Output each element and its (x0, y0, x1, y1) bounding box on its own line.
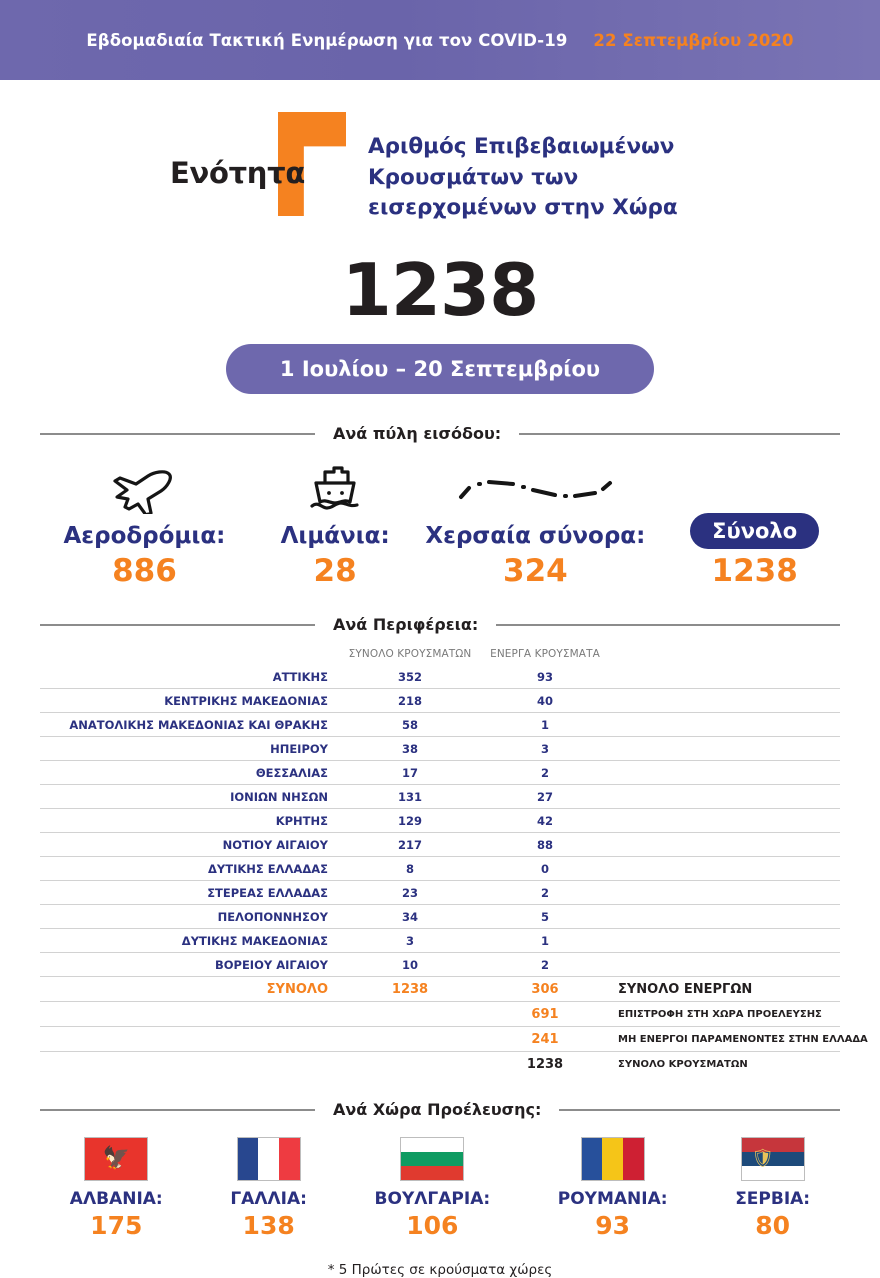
row-note (610, 881, 840, 905)
total-badge: Σύνολο (690, 513, 819, 549)
row-region-name: ΔΥΤΙΚΗΣ ΜΑΚΕΔΟΝΙΑΣ (40, 929, 340, 953)
country-france-label: ΓΑΛΛΙΑ: (230, 1189, 307, 1209)
page-title-line2: Κρουσμάτων των (368, 164, 579, 190)
row-total: 217 (340, 833, 480, 857)
total-row-active: 306 (480, 977, 610, 1002)
summary-spacer (340, 1052, 480, 1077)
row-region-name: ΠΕΛΟΠΟΝΝΗΣΟΥ (40, 905, 340, 929)
border-icon (411, 465, 659, 517)
row-total: 3 (340, 929, 480, 953)
albania-eagle-emblem: 🦅 (102, 1146, 130, 1171)
gate-total (659, 461, 850, 589)
row-note (610, 905, 840, 929)
divider-rule-left-2 (40, 624, 315, 626)
summary-value: 241 (480, 1027, 610, 1052)
table-row (40, 905, 840, 929)
table-row (40, 929, 840, 953)
table-row (40, 761, 840, 785)
divider-rule-right-3 (559, 1109, 840, 1111)
row-active: 1 (480, 713, 610, 737)
row-region-name: ΚΡΗΤΗΣ (40, 809, 340, 833)
region-table-wrap (40, 644, 868, 1076)
country-romania (558, 1137, 668, 1240)
row-active: 2 (480, 761, 610, 785)
flag-albania-icon (84, 1137, 148, 1181)
summary-row (40, 1027, 840, 1052)
serbia-coat-of-arms-emblem: 🛡 (751, 1148, 775, 1169)
divider-rule-left-3 (40, 1109, 315, 1111)
row-region-name: ΑΤΤΙΚΗΣ (40, 665, 340, 689)
region-section-label: Ανά Περιφέρεια: (333, 615, 479, 634)
summary-label: ΕΠΙΣΤΡΟΦΗ ΣΤΗ ΧΩΡΑ ΠΡΟΕΛΕΥΣΗΣ (610, 1002, 840, 1027)
country-bulgaria-label: ΒΟΥΛΓΑΡΙΑ: (374, 1189, 491, 1209)
gate-land-borders-label: Χερσαία σύνορα: (425, 523, 646, 549)
row-active: 3 (480, 737, 610, 761)
country-albania (70, 1137, 163, 1240)
row-active: 5 (480, 905, 610, 929)
table-row (40, 833, 840, 857)
row-total: 131 (340, 785, 480, 809)
row-total: 34 (340, 905, 480, 929)
gate-land-borders-value: 324 (503, 553, 568, 589)
row-note (610, 713, 840, 737)
col-header-total: ΣΥΝΟΛΟ ΚΡΟΥΣΜΑΤΩΝ (348, 648, 472, 660)
total-row-note: ΣΥΝΟΛΟ ΕΝΕΡΓΩΝ (610, 977, 840, 1002)
table-row (40, 737, 840, 761)
region-table-header-row (40, 644, 840, 665)
date-range-badge: 1 Ιουλίου – 20 Σεπτεμβρίου (226, 344, 654, 394)
row-region-name: ΗΠΕΙΡΟΥ (40, 737, 340, 761)
country-serbia (735, 1137, 810, 1240)
page-title-line3: εισερχομένων στην Χώρα (368, 195, 678, 221)
row-region-name: ΝΟΤΙΟΥ ΑΙΓΑΙΟΥ (40, 833, 340, 857)
summary-value: 1238 (526, 1056, 564, 1072)
table-total-row (40, 977, 840, 1002)
row-active: 40 (480, 689, 610, 713)
entry-gates-row (0, 461, 880, 589)
date-range-row (0, 344, 880, 394)
row-note (610, 953, 840, 977)
summary-value: 691 (480, 1002, 610, 1027)
gates-section-label: Ανά πύλη εισόδου: (333, 424, 502, 443)
divider-rule-right-2 (496, 624, 840, 626)
row-note (610, 665, 840, 689)
table-row (40, 953, 840, 977)
flag-serbia-icon (741, 1137, 805, 1181)
summary-spacer (40, 1002, 340, 1027)
row-region-name: ΚΕΝΤΡΙΚΗΣ ΜΑΚΕΔΟΝΙΑΣ (40, 689, 340, 713)
gate-airports-value: 886 (112, 553, 177, 589)
col-header-active: ΕΝΕΡΓΑ ΚΡΟΥΣΜΑΤΑ (490, 648, 600, 660)
row-note (610, 809, 840, 833)
gate-total-value: 1238 (711, 553, 798, 589)
row-total: 129 (340, 809, 480, 833)
row-active: 2 (480, 881, 610, 905)
header-date: 22 Σεπτεμβρίου 2020 (593, 30, 794, 50)
countries-section-label: Ανά Χώρα Προέλευσης: (333, 1100, 542, 1119)
country-romania-value: 93 (595, 1211, 631, 1240)
table-row (40, 809, 840, 833)
divider-rule-left (40, 433, 315, 435)
col-header-note (610, 644, 840, 665)
country-albania-label: ΑΛΒΑΝΙΑ: (69, 1189, 163, 1209)
row-total: 10 (340, 953, 480, 977)
countries-footnote: * 5 Πρώτες σε κρούσματα χώρες (327, 1262, 553, 1278)
row-total: 352 (340, 665, 480, 689)
table-row (40, 713, 840, 737)
row-region-name: ΙΟΝΙΩΝ ΝΗΣΩΝ (40, 785, 340, 809)
region-table (40, 644, 868, 1076)
countries-row (0, 1137, 880, 1240)
country-france-value: 138 (242, 1211, 295, 1240)
gate-airports-label: Αεροδρόμια: (63, 523, 226, 549)
total-row-label: ΣΥΝΟΛΟ (40, 977, 340, 1002)
row-total: 58 (340, 713, 480, 737)
row-active: 2 (480, 953, 610, 977)
country-serbia-label: ΣΕΡΒΙΑ: (735, 1189, 811, 1209)
countries-section-divider (40, 1100, 840, 1119)
flag-france-icon (237, 1137, 301, 1181)
row-region-name: ΒΟΡΕΙΟΥ ΑΙΓΑΙΟΥ (40, 953, 340, 977)
row-active: 93 (480, 665, 610, 689)
summary-spacer (40, 1027, 340, 1052)
row-active: 42 (480, 809, 610, 833)
country-serbia-value: 80 (755, 1211, 791, 1240)
title-block (0, 102, 880, 252)
total-cases-number: 1238 (341, 248, 539, 332)
summary-label: ΣΥΝΟΛΟ ΚΡΟΥΣΜΑΤΩΝ (618, 1058, 748, 1070)
row-active: 88 (480, 833, 610, 857)
row-active: 27 (480, 785, 610, 809)
row-note (610, 689, 840, 713)
section-logo (170, 112, 360, 232)
row-total: 218 (340, 689, 480, 713)
row-total: 17 (340, 761, 480, 785)
region-section-divider (40, 615, 840, 634)
row-note (610, 785, 840, 809)
row-region-name: ΣΤΕΡΕΑΣ ΕΛΛΑΔΑΣ (40, 881, 340, 905)
divider-rule-right (519, 433, 840, 435)
row-active: 1 (480, 929, 610, 953)
row-note (610, 833, 840, 857)
row-region-name: ΘΕΣΣΑΛΙΑΣ (40, 761, 340, 785)
row-note (610, 929, 840, 953)
airplane-icon (30, 465, 259, 517)
table-row (40, 881, 840, 905)
total-badge-spacer (659, 461, 850, 513)
summary-spacer (340, 1027, 480, 1052)
gates-section-divider (40, 424, 840, 443)
region-table-body (40, 665, 868, 1076)
row-total: 8 (340, 857, 480, 881)
country-france (230, 1137, 307, 1240)
table-row (40, 689, 840, 713)
table-row (40, 857, 840, 881)
summary-spacer (40, 1052, 340, 1077)
country-bulgaria (375, 1137, 491, 1240)
total-row-total: 1238 (340, 977, 480, 1002)
page-header (0, 0, 880, 80)
summary-label: ΜΗ ΕΝΕΡΓΟΙ ΠΑΡΑΜΕΝΟΝΤΕΣ ΣΤΗΝ ΕΛΛΑΔΑ (610, 1027, 840, 1052)
summary-row (40, 1002, 840, 1027)
ship-icon (259, 465, 412, 517)
col-header-region (40, 644, 340, 665)
row-total: 38 (340, 737, 480, 761)
row-active: 0 (480, 857, 610, 881)
flag-romania-icon (581, 1137, 645, 1181)
country-romania-label: ΡΟΥΜΑΝΙΑ: (557, 1189, 668, 1209)
row-region-name: ΑΝΑΤΟΛΙΚΗΣ ΜΑΚΕΔΟΝΙΑΣ ΚΑΙ ΘΡΑΚΗΣ (40, 713, 340, 737)
row-region-name: ΔΥΤΙΚΗΣ ΕΛΛΑΔΑΣ (40, 857, 340, 881)
table-row (40, 665, 840, 689)
gate-land-borders (411, 465, 659, 589)
row-note (610, 737, 840, 761)
gate-ports (259, 465, 412, 589)
country-albania-value: 175 (90, 1211, 143, 1240)
gate-ports-label: Λιμάνια: (280, 523, 390, 549)
gate-airports (30, 465, 259, 589)
page-title-line1: Αριθμός Επιβεβαιωμένων (368, 134, 675, 159)
summary-row (40, 1052, 840, 1077)
row-note (610, 761, 840, 785)
gate-ports-value: 28 (313, 553, 357, 589)
enotita-label: Ενότητα (170, 156, 305, 190)
country-bulgaria-value: 106 (406, 1211, 459, 1240)
table-row (40, 785, 840, 809)
row-note (610, 857, 840, 881)
page-title (368, 132, 678, 224)
row-total: 23 (340, 881, 480, 905)
header-title: Εβδομαδιαία Τακτική Ενημέρωση για τον COVID-19 (86, 30, 568, 50)
summary-spacer (340, 1002, 480, 1027)
flag-bulgaria-icon (400, 1137, 464, 1181)
